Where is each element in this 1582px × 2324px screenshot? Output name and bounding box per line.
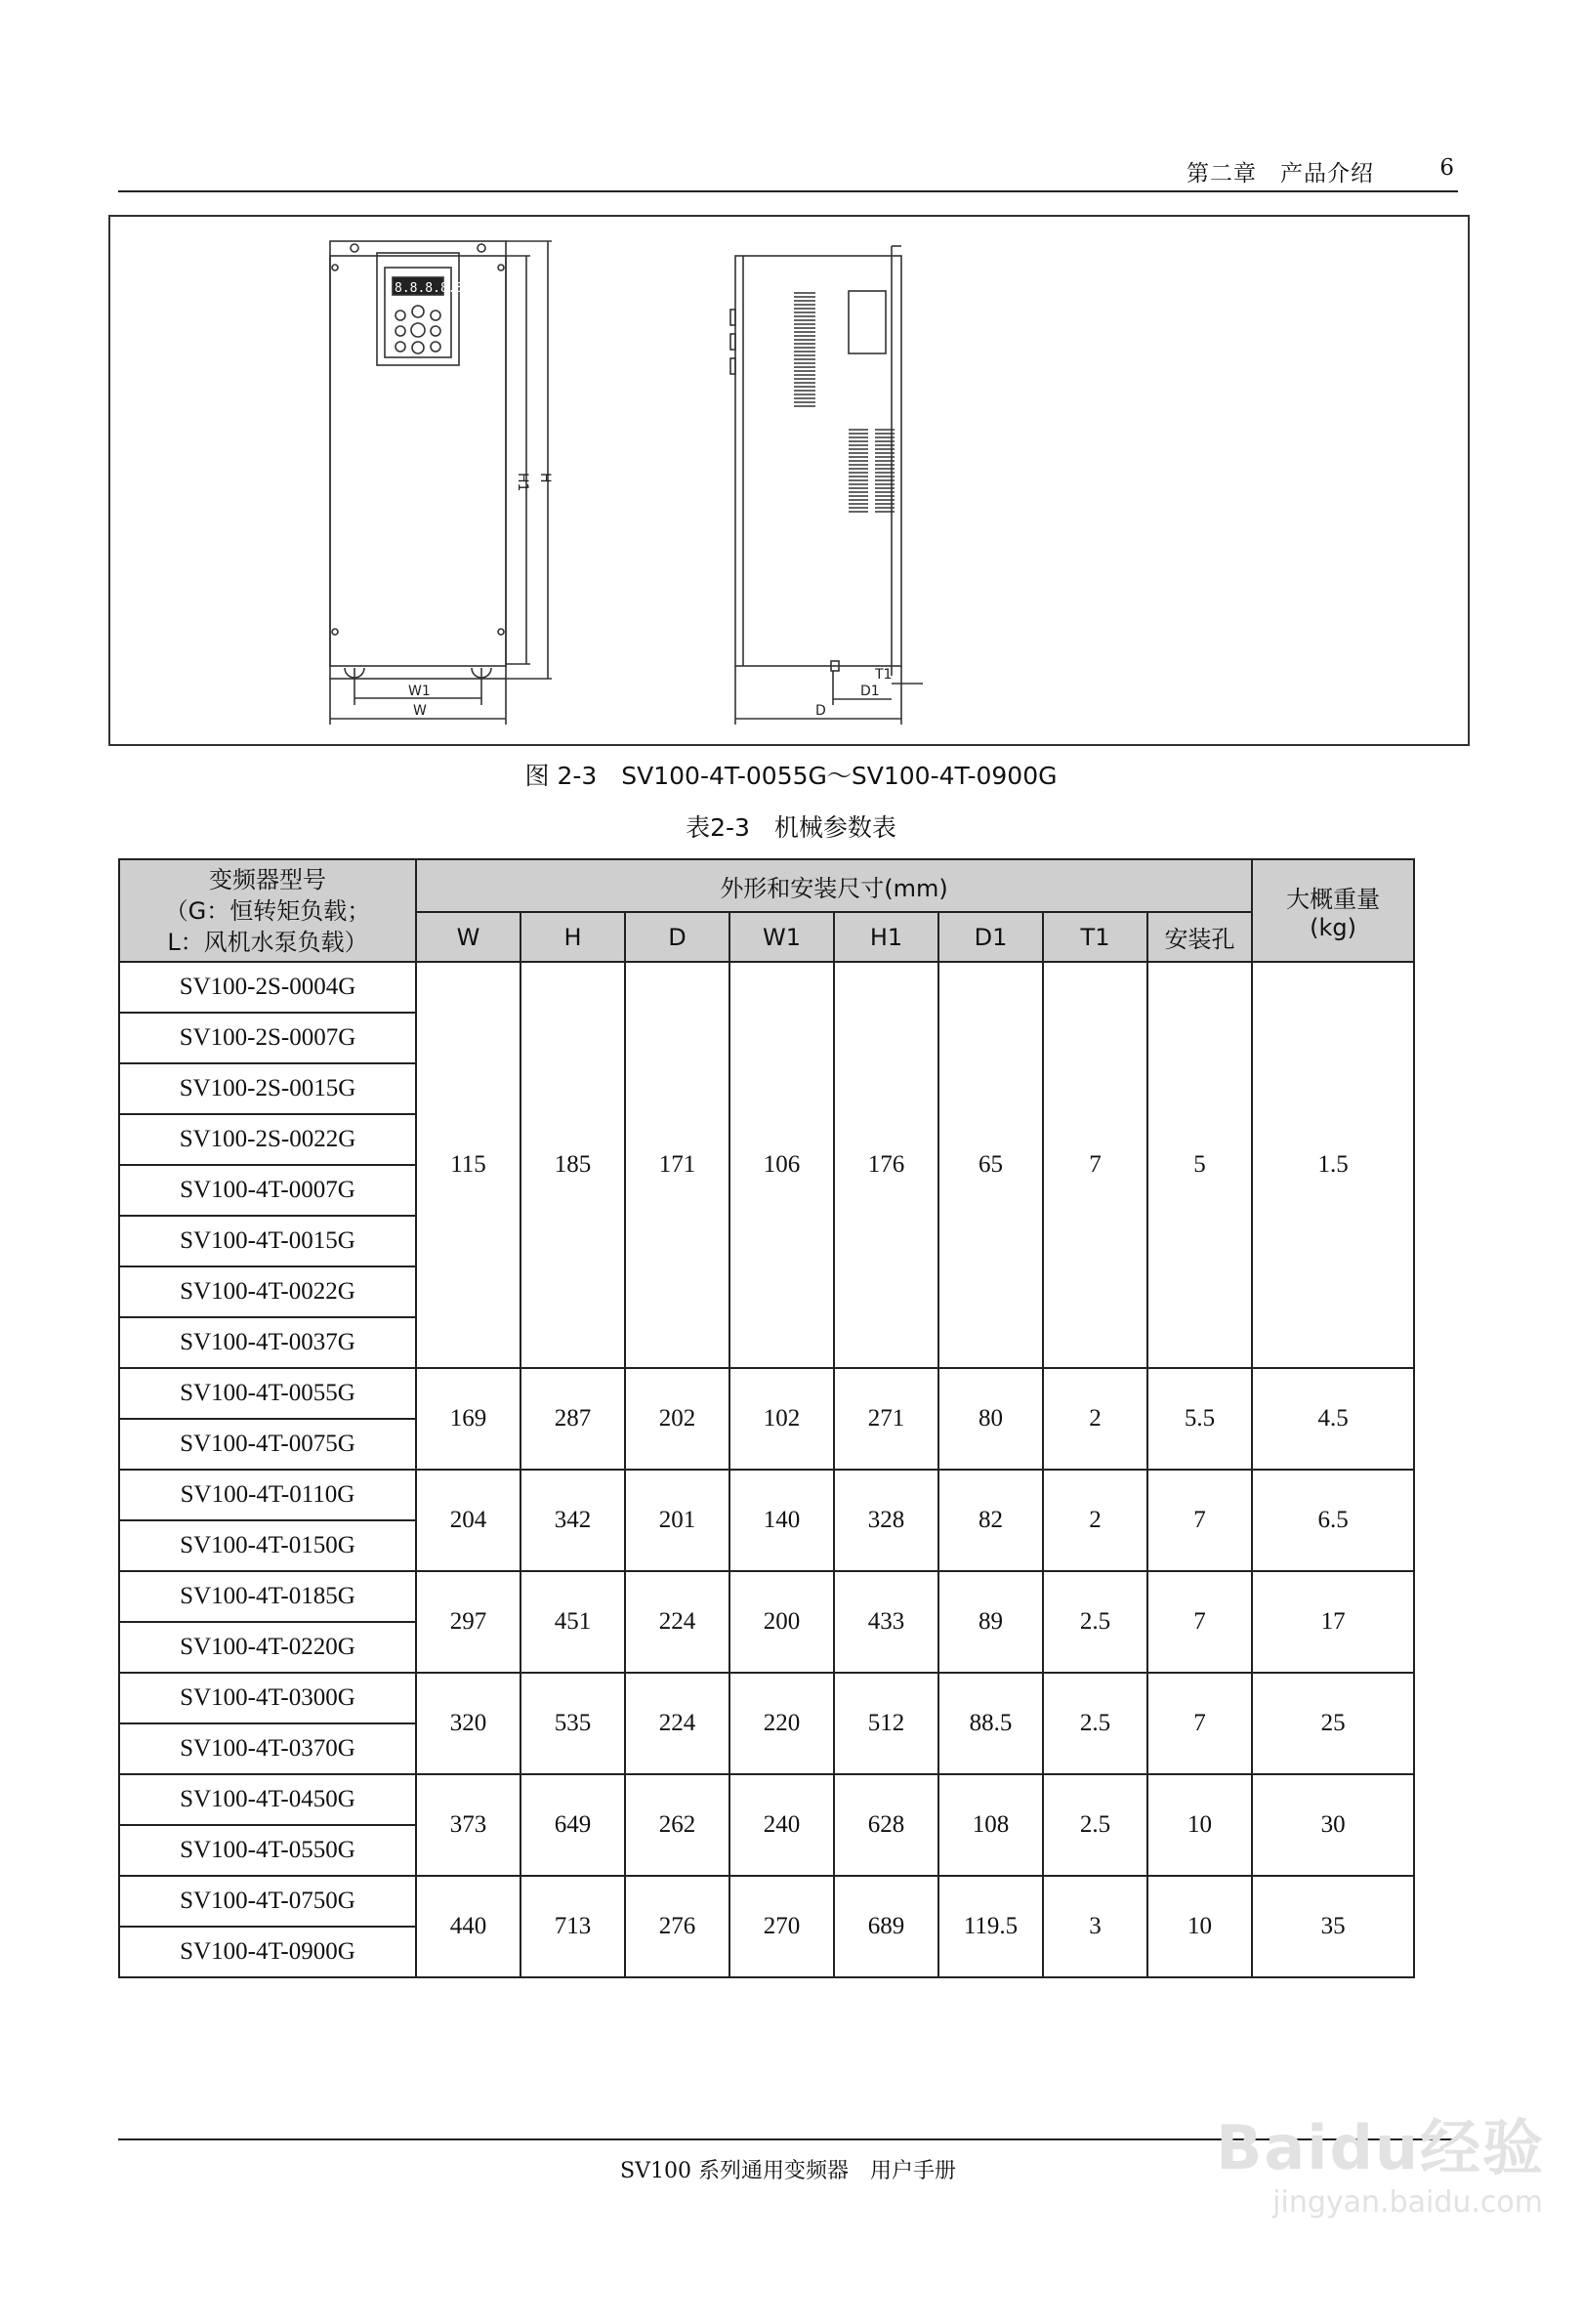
value-cell: 276: [625, 1876, 729, 1977]
model-cell: SV100-2S-0015G: [119, 1063, 416, 1114]
header-model: 变频器型号 （G：恒转矩负载； L：风机水泵负载）: [119, 859, 416, 962]
model-cell: SV100-4T-0015G: [119, 1216, 416, 1266]
value-cell: 5.5: [1147, 1368, 1252, 1470]
value-cell: 17: [1252, 1571, 1414, 1673]
model-cell: SV100-4T-0022G: [119, 1266, 416, 1317]
model-cell: SV100-4T-0007G: [119, 1165, 416, 1216]
header-col-w1: W1: [729, 912, 834, 962]
watermark-brand: Baidu经验: [1216, 2112, 1545, 2183]
table-row: [119, 1368, 1414, 1419]
table-row: [119, 1774, 1414, 1825]
model-cell: SV100-2S-0022G: [119, 1114, 416, 1165]
value-cell: 10: [1147, 1876, 1252, 1977]
value-cell: 10: [1147, 1774, 1252, 1876]
value-cell: 65: [938, 962, 1043, 1368]
front-flange: [330, 241, 506, 679]
table-row: [119, 1571, 1414, 1622]
side-label-plate: [849, 291, 886, 353]
table-body: [119, 962, 1414, 1977]
value-cell: 5: [1147, 962, 1252, 1368]
value-cell: 35: [1252, 1876, 1414, 1977]
table-header: [119, 859, 1414, 962]
value-cell: 202: [625, 1368, 729, 1470]
value-cell: 220: [729, 1673, 834, 1774]
footer-text: SV100 系列通用变频器 用户手册: [620, 2159, 956, 2183]
value-cell: 82: [938, 1470, 1043, 1571]
model-cell: SV100-4T-0185G: [119, 1571, 416, 1622]
model-cell: SV100-4T-0055G: [119, 1368, 416, 1419]
value-cell: 2.5: [1043, 1673, 1147, 1774]
mount-hole-tl: [351, 244, 358, 252]
value-cell: 224: [625, 1673, 729, 1774]
value-cell: 119.5: [938, 1876, 1043, 1977]
vent-slots: [794, 293, 895, 512]
header-col-d1: D1: [938, 912, 1043, 962]
value-cell: 2.5: [1043, 1774, 1147, 1876]
model-cell: SV100-4T-0110G: [119, 1470, 416, 1520]
table-row: [119, 1470, 1414, 1520]
value-cell: 373: [416, 1774, 520, 1876]
model-cell: SV100-4T-0220G: [119, 1622, 416, 1673]
model-cell: SV100-4T-0075G: [119, 1419, 416, 1470]
chapter-title: 第二章 产品介绍: [1186, 161, 1374, 187]
label-d: D: [815, 703, 826, 719]
value-cell: 628: [834, 1774, 938, 1876]
value-cell: 89: [938, 1571, 1043, 1673]
table-row: [119, 962, 1414, 1013]
table-row: [119, 1876, 1414, 1927]
table-row: [119, 1673, 1414, 1723]
value-cell: 2.5: [1043, 1571, 1147, 1673]
value-cell: 287: [520, 1368, 625, 1470]
keypad-frame: [377, 253, 459, 365]
page-number: 6: [1439, 155, 1454, 181]
value-cell: 185: [520, 962, 625, 1368]
value-cell: 201: [625, 1470, 729, 1571]
value-cell: 2: [1043, 1470, 1147, 1571]
dimension-drawing: [110, 217, 1468, 744]
value-cell: 6.5: [1252, 1470, 1414, 1571]
header-weight: 大概重量 (kg): [1252, 859, 1414, 962]
value-cell: 535: [520, 1673, 625, 1774]
value-cell: 224: [625, 1571, 729, 1673]
value-cell: 4.5: [1252, 1368, 1414, 1470]
value-cell: 512: [834, 1673, 938, 1774]
header-col-h1: H1: [834, 912, 938, 962]
model-cell: SV100-4T-0150G: [119, 1520, 416, 1571]
value-cell: 433: [834, 1571, 938, 1673]
model-cell: SV100-4T-0750G: [119, 1876, 416, 1927]
model-cell: SV100-4T-0900G: [119, 1927, 416, 1977]
watermark-url: jingyan.baidu.com: [1272, 2185, 1543, 2220]
model-cell: SV100-4T-0550G: [119, 1825, 416, 1876]
value-cell: 30: [1252, 1774, 1414, 1876]
header-col-h: H: [520, 912, 625, 962]
value-cell: 3: [1043, 1876, 1147, 1977]
mechanical-parameter-table: [118, 858, 1415, 1978]
model-cell: SV100-4T-0300G: [119, 1673, 416, 1723]
value-cell: 200: [729, 1571, 834, 1673]
value-cell: 451: [520, 1571, 625, 1673]
value-cell: 713: [520, 1876, 625, 1977]
value-cell: 7: [1147, 1470, 1252, 1571]
header-dims: 外形和安装尺寸(mm): [416, 859, 1252, 912]
value-cell: 102: [729, 1368, 834, 1470]
model-cell: SV100-4T-0450G: [119, 1774, 416, 1825]
value-cell: 271: [834, 1368, 938, 1470]
value-cell: 176: [834, 962, 938, 1368]
value-cell: 80: [938, 1368, 1043, 1470]
model-cell: SV100-2S-0004G: [119, 962, 416, 1013]
value-cell: 108: [938, 1774, 1043, 1876]
mount-hole-tr: [478, 244, 485, 252]
value-cell: 25: [1252, 1673, 1414, 1774]
value-cell: 2: [1043, 1368, 1147, 1470]
figure-caption: 图 2-3 SV100-4T-0055G～SV100-4T-0900G: [524, 762, 1058, 790]
header-col-hole: 安装孔: [1147, 912, 1252, 962]
header-col-d: D: [625, 912, 729, 962]
page-header: [118, 151, 1458, 192]
value-cell: 7: [1147, 1571, 1252, 1673]
value-cell: 88.5: [938, 1673, 1043, 1774]
value-cell: 689: [834, 1876, 938, 1977]
keypad-display-text: 8.8.8.8.8: [395, 281, 464, 296]
value-cell: 140: [729, 1470, 834, 1571]
header-col-t1: T1: [1043, 912, 1147, 962]
value-cell: 320: [416, 1673, 520, 1774]
value-cell: 240: [729, 1774, 834, 1876]
label-w1: W1: [408, 684, 431, 699]
label-t1: T1: [875, 667, 893, 683]
value-cell: 7: [1147, 1673, 1252, 1774]
value-cell: 1.5: [1252, 962, 1414, 1368]
value-cell: 649: [520, 1774, 625, 1876]
value-cell: 115: [416, 962, 520, 1368]
label-d1: D1: [860, 684, 880, 699]
label-h1: H1: [515, 473, 530, 492]
value-cell: 169: [416, 1368, 520, 1470]
value-cell: 440: [416, 1876, 520, 1977]
header-col-w: W: [416, 912, 520, 962]
value-cell: 7: [1043, 962, 1147, 1368]
value-cell: 106: [729, 962, 834, 1368]
value-cell: 204: [416, 1470, 520, 1571]
model-cell: SV100-4T-0370G: [119, 1723, 416, 1774]
dimension-figure: [108, 215, 1470, 746]
value-cell: 262: [625, 1774, 729, 1876]
baidu-watermark: [1193, 2099, 1564, 2246]
value-cell: 328: [834, 1470, 938, 1571]
table-caption: 表2-3 机械参数表: [686, 813, 896, 842]
value-cell: 270: [729, 1876, 834, 1977]
value-cell: 297: [416, 1571, 520, 1673]
label-h: H: [537, 473, 553, 483]
value-cell: 171: [625, 962, 729, 1368]
label-w: W: [413, 703, 427, 719]
value-cell: 342: [520, 1470, 625, 1571]
model-cell: SV100-2S-0007G: [119, 1013, 416, 1063]
model-cell: SV100-4T-0037G: [119, 1317, 416, 1368]
